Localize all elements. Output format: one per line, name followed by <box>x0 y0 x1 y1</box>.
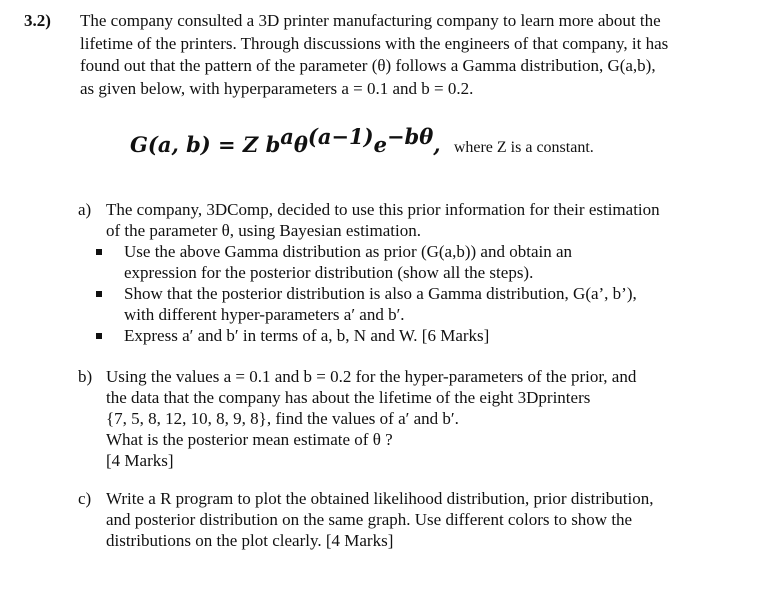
part-b-line: {7, 5, 8, 12, 10, 8, 9, 8}, find the values of a′ and b′. <box>106 409 459 428</box>
formula-exp-b-theta: −bθ <box>386 124 434 149</box>
bullet-icon <box>96 291 102 297</box>
part-a <box>78 199 708 346</box>
question-number: 3.2) <box>24 11 51 30</box>
bullet-item <box>78 325 708 346</box>
intro-line: The company consulted a 3D printer manufacturing company to learn more about the <box>80 11 661 30</box>
part-b-line: the data that the company has about the lifetime of the eight 3Dprinters <box>106 388 591 407</box>
part-b-label: b) <box>78 367 93 386</box>
formula-eq: = Z b <box>210 132 281 157</box>
formula-lhs: G(a, b) <box>130 132 211 157</box>
part-c-label: c) <box>78 489 92 508</box>
bullet-item <box>78 283 708 325</box>
part-b <box>78 366 708 471</box>
bullet-line: Show that the posterior distribution is also a Gamma distribution, G(a’, b’), <box>124 284 637 303</box>
formula-where: where Z is a constant. <box>453 139 594 156</box>
part-b-line: Using the values a = 0.1 and b = 0.2 for the hyper-parameters of the prior, and <box>106 367 637 386</box>
part-c-line: distributions on the plot clearly. [4 Marks] <box>106 531 394 550</box>
bullet-line: with different hyper-parameters a′ and b′. <box>124 305 405 324</box>
bullet-icon <box>96 249 102 255</box>
formula-exp-a: a <box>280 124 294 149</box>
intro-line: lifetime of the printers. Through discussions with the engineers of that company, it has <box>80 33 669 53</box>
bullet-line: expression for the posterior distribution (show all the steps). <box>124 263 534 282</box>
formula-comma: , <box>433 132 441 157</box>
part-b-line: What is the posterior mean estimate of θ ? <box>106 430 393 449</box>
part-a-line: The company, 3DComp, decided to use this prior information for their estimation <box>106 200 660 219</box>
bullet-item <box>78 241 708 283</box>
question-intro <box>80 10 710 100</box>
part-a-label: a) <box>78 200 92 219</box>
part-c-line: Write a R program to plot the obtained likelihood distribution, prior distribution, <box>106 489 654 508</box>
bullet-line: Express a′ and b′ in terms of a, b, N and W. [6 Marks] <box>124 326 490 345</box>
bullet-icon <box>96 333 102 339</box>
part-b-line: [4 Marks] <box>106 451 174 470</box>
bullet-line: Use the above Gamma distribution as prior (G(a,b)) and obtain an <box>124 242 573 261</box>
intro-line: found out that the pattern of the parameter (θ) follows a Gamma distribution, G(a,b), <box>80 56 656 75</box>
part-a-line: of the parameter θ, using Bayesian estimation. <box>106 221 421 240</box>
formula-theta: θ <box>293 132 308 157</box>
formula-e: e <box>373 132 387 157</box>
formula-exp-a-minus-1: (a−1) <box>307 124 374 149</box>
gamma-formula <box>130 124 690 162</box>
part-a-bullets <box>78 241 708 346</box>
part-c-line: and posterior distribution on the same graph. Use different colors to show the <box>106 510 633 529</box>
part-c <box>78 488 708 551</box>
intro-line: as given below, with hyperparameters a = 0.1 and b = 0.2. <box>80 78 474 98</box>
